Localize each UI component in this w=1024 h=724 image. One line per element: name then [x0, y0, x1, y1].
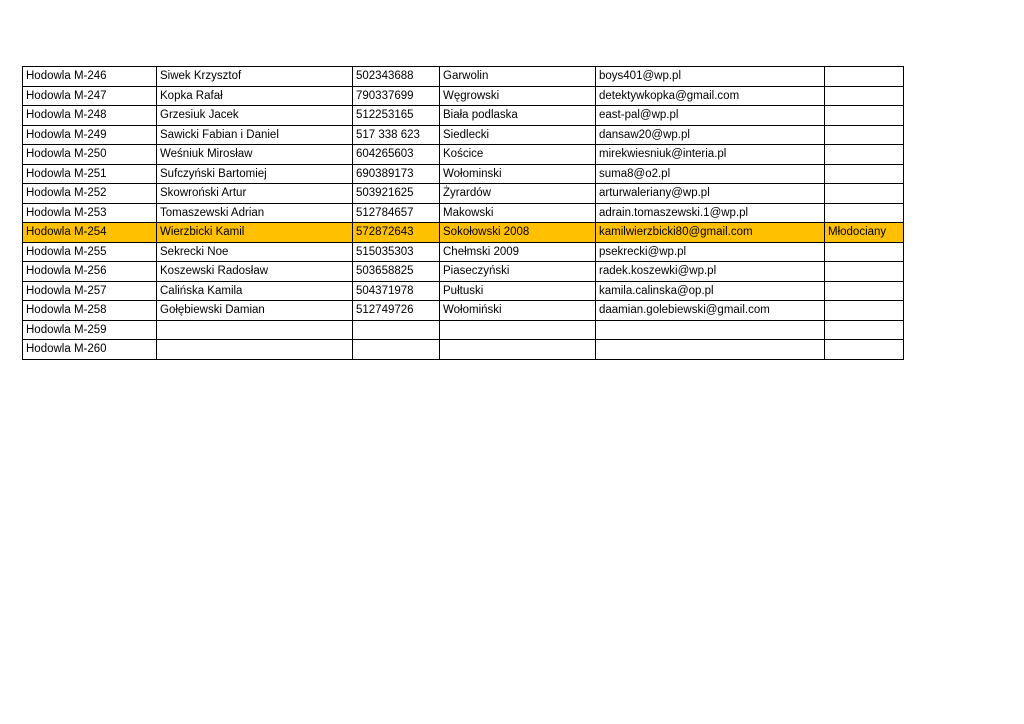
farm-id-cell: Hodowla M-256	[23, 262, 157, 282]
note-cell: Młodociany	[825, 223, 904, 243]
owner-name-cell: Kopka Rafał	[157, 86, 353, 106]
owner-name-cell: Sufczyński Bartomiej	[157, 164, 353, 184]
phone-cell: 504371978	[353, 281, 440, 301]
phone-cell: 512253165	[353, 106, 440, 126]
note-cell	[825, 242, 904, 262]
table-row	[23, 242, 904, 262]
owner-name-cell: Wierzbicki Kamil	[157, 223, 353, 243]
region-cell: Chełmski 2009	[440, 242, 596, 262]
breeders-table	[22, 66, 904, 360]
table-row	[23, 281, 904, 301]
owner-name-cell: Gołębiewski Damian	[157, 301, 353, 321]
table-row	[23, 203, 904, 223]
owner-name-cell	[157, 320, 353, 340]
email-cell: dansaw20@wp.pl	[596, 125, 825, 145]
table-body	[23, 67, 904, 360]
note-cell	[825, 281, 904, 301]
table-row	[23, 125, 904, 145]
phone-cell: 512749726	[353, 301, 440, 321]
phone-cell: 604265603	[353, 145, 440, 165]
table-row	[23, 262, 904, 282]
phone-cell: 512784657	[353, 203, 440, 223]
region-cell: Pułtuski	[440, 281, 596, 301]
email-cell: suma8@o2.pl	[596, 164, 825, 184]
note-cell	[825, 262, 904, 282]
farm-id-cell: Hodowla M-259	[23, 320, 157, 340]
farm-id-cell: Hodowla M-257	[23, 281, 157, 301]
farm-id-cell: Hodowla M-247	[23, 86, 157, 106]
phone-cell: 690389173	[353, 164, 440, 184]
farm-id-cell: Hodowla M-258	[23, 301, 157, 321]
region-cell: Kościce	[440, 145, 596, 165]
email-cell: adrain.tomaszewski.1@wp.pl	[596, 203, 825, 223]
farm-id-cell: Hodowla M-255	[23, 242, 157, 262]
note-cell	[825, 145, 904, 165]
farm-id-cell: Hodowla M-260	[23, 340, 157, 360]
region-cell: Siedlecki	[440, 125, 596, 145]
email-cell: east-pal@wp.pl	[596, 106, 825, 126]
farm-id-cell: Hodowla M-246	[23, 67, 157, 87]
note-cell	[825, 86, 904, 106]
region-cell: Wołominski	[440, 164, 596, 184]
phone-cell	[353, 340, 440, 360]
email-cell	[596, 340, 825, 360]
note-cell	[825, 340, 904, 360]
phone-cell: 502343688	[353, 67, 440, 87]
farm-id-cell: Hodowla M-249	[23, 125, 157, 145]
table-row	[23, 223, 904, 243]
owner-name-cell: Tomaszewski Adrian	[157, 203, 353, 223]
email-cell: psekrecki@wp.pl	[596, 242, 825, 262]
region-cell: Piaseczyński	[440, 262, 596, 282]
note-cell	[825, 203, 904, 223]
note-cell	[825, 301, 904, 321]
email-cell: boys401@wp.pl	[596, 67, 825, 87]
phone-cell: 503658825	[353, 262, 440, 282]
note-cell	[825, 164, 904, 184]
email-cell: radek.koszewki@wp.pl	[596, 262, 825, 282]
region-cell: Makowski	[440, 203, 596, 223]
owner-name-cell: Sekrecki Noe	[157, 242, 353, 262]
table-row	[23, 86, 904, 106]
farm-id-cell: Hodowla M-250	[23, 145, 157, 165]
email-cell: detektywkopka@gmail.com	[596, 86, 825, 106]
phone-cell: 790337699	[353, 86, 440, 106]
email-cell: mirekwiesniuk@interia.pl	[596, 145, 825, 165]
note-cell	[825, 184, 904, 204]
owner-name-cell: Sawicki Fabian i Daniel	[157, 125, 353, 145]
region-cell: Węgrowski	[440, 86, 596, 106]
phone-cell: 515035303	[353, 242, 440, 262]
phone-cell: 517 338 623	[353, 125, 440, 145]
region-cell	[440, 340, 596, 360]
region-cell: Żyrardów	[440, 184, 596, 204]
owner-name-cell: Siwek Krzysztof	[157, 67, 353, 87]
email-cell: daamian.golebiewski@gmail.com	[596, 301, 825, 321]
owner-name-cell	[157, 340, 353, 360]
table-row	[23, 145, 904, 165]
region-cell: Biała podlaska	[440, 106, 596, 126]
table-row	[23, 320, 904, 340]
note-cell	[825, 125, 904, 145]
email-cell	[596, 320, 825, 340]
phone-cell: 572872643	[353, 223, 440, 243]
note-cell	[825, 106, 904, 126]
region-cell	[440, 320, 596, 340]
phone-cell: 503921625	[353, 184, 440, 204]
owner-name-cell: Skowroński Artur	[157, 184, 353, 204]
farm-id-cell: Hodowla M-253	[23, 203, 157, 223]
owner-name-cell: Koszewski Radosław	[157, 262, 353, 282]
table-row	[23, 340, 904, 360]
farm-id-cell: Hodowla M-248	[23, 106, 157, 126]
table-row	[23, 301, 904, 321]
email-cell: arturwaleriany@wp.pl	[596, 184, 825, 204]
note-cell	[825, 320, 904, 340]
table-row	[23, 106, 904, 126]
note-cell	[825, 67, 904, 87]
email-cell: kamila.calinska@op.pl	[596, 281, 825, 301]
farm-id-cell: Hodowla M-254	[23, 223, 157, 243]
table-row	[23, 184, 904, 204]
farm-id-cell: Hodowla M-252	[23, 184, 157, 204]
owner-name-cell: Grzesiuk Jacek	[157, 106, 353, 126]
region-cell: Garwolin	[440, 67, 596, 87]
table-row	[23, 67, 904, 87]
farm-id-cell: Hodowla M-251	[23, 164, 157, 184]
owner-name-cell: Calińska Kamila	[157, 281, 353, 301]
email-cell: kamilwierzbicki80@gmail.com	[596, 223, 825, 243]
region-cell: Sokołowski 2008	[440, 223, 596, 243]
phone-cell	[353, 320, 440, 340]
region-cell: Wołomiński	[440, 301, 596, 321]
table-row	[23, 164, 904, 184]
owner-name-cell: Weśniuk Mirosław	[157, 145, 353, 165]
